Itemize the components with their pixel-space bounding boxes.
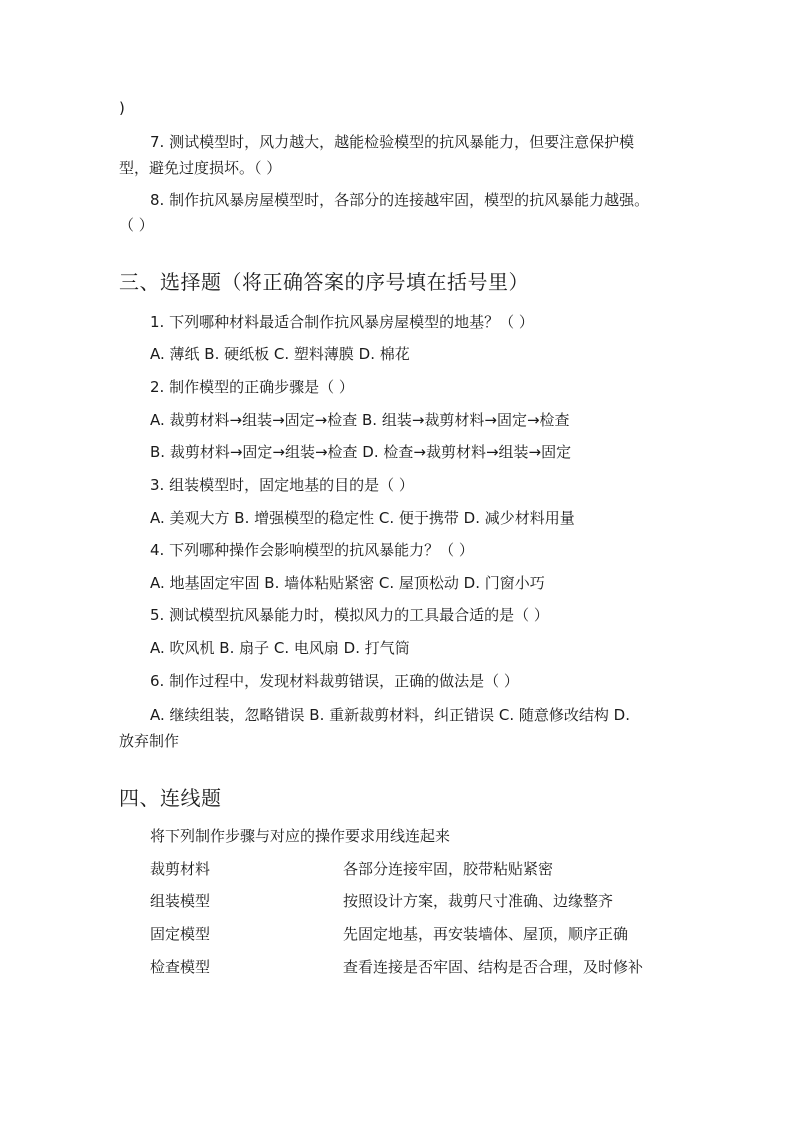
- prev-question-fragment: ): [119, 99, 125, 117]
- choice-question-3-options: A. 美观大方 B. 增强模型的稳定性 C. 便于携带 D. 减少材料用量: [150, 509, 575, 527]
- choice-question-5: 5. 测试模型抗风暴能力时，模拟风力的工具最合适的是（ ）: [150, 606, 549, 624]
- matching-requirement: 按照设计方案，裁剪尺寸准确、边缘整齐: [343, 892, 614, 910]
- question-7-line-2: 型，避免过度损坏。（ ）: [119, 159, 282, 177]
- choice-question-4-options: A. 地基固定牢固 B. 墙体粘贴紧密 C. 屋顶松动 D. 门窗小巧: [150, 574, 545, 592]
- section-4-heading: 四、连线题: [119, 786, 222, 810]
- choice-question-2-options-a: A. 裁剪材料→组装→固定→检查 B. 组装→裁剪材料→固定→检查: [150, 411, 570, 429]
- section-3-heading: 三、选择题（将正确答案的序号填在括号里）: [119, 270, 529, 294]
- question-8-line-1: 8. 制作抗风暴房屋模型时，各部分的连接越牢固，模型的抗风暴能力越强。: [150, 191, 650, 209]
- choice-question-6-options-cont: 放弃制作: [119, 732, 180, 750]
- question-7-line-1: 7. 测试模型时，风力越大，越能检验模型的抗风暴能力，但要注意保护模: [150, 133, 635, 151]
- choice-question-1-options: A. 薄纸 B. 硬纸板 C. 塑料薄膜 D. 棉花: [150, 345, 410, 363]
- matching-instruction: 将下列制作步骤与对应的操作要求用线连起来: [150, 827, 451, 845]
- choice-question-6: 6. 制作过程中，发现材料裁剪错误，正确的做法是（ ）: [150, 672, 519, 690]
- choice-question-6-options: A. 继续组装，忽略错误 B. 重新裁剪材料，纠正错误 C. 随意修改结构 D.: [150, 706, 630, 724]
- matching-step: 裁剪材料: [150, 860, 211, 878]
- question-8-line-2: （ ）: [119, 216, 154, 234]
- choice-question-2: 2. 制作模型的正确步骤是（ ）: [150, 378, 354, 396]
- choice-question-2-options-b: B. 裁剪材料→固定→组装→检查 D. 检查→裁剪材料→组装→固定: [150, 443, 572, 461]
- matching-requirement: 先固定地基，再安装墙体、屋顶，顺序正确: [343, 925, 629, 943]
- matching-requirement: 各部分连接牢固，胶带粘贴紧密: [343, 860, 554, 878]
- choice-question-1: 1. 下列哪种材料最适合制作抗风暴房屋模型的地基？（ ）: [150, 313, 534, 331]
- matching-step: 固定模型: [150, 925, 211, 943]
- matching-requirement: 查看连接是否牢固、结构是否合理，及时修补: [343, 958, 644, 976]
- choice-question-4: 4. 下列哪种操作会影响模型的抗风暴能力？（ ）: [150, 541, 474, 559]
- choice-question-3: 3. 组装模型时，固定地基的目的是（ ）: [150, 476, 414, 494]
- matching-step: 组装模型: [150, 892, 211, 910]
- matching-step: 检查模型: [150, 958, 211, 976]
- choice-question-5-options: A. 吹风机 B. 扇子 C. 电风扇 D. 打气筒: [150, 639, 410, 657]
